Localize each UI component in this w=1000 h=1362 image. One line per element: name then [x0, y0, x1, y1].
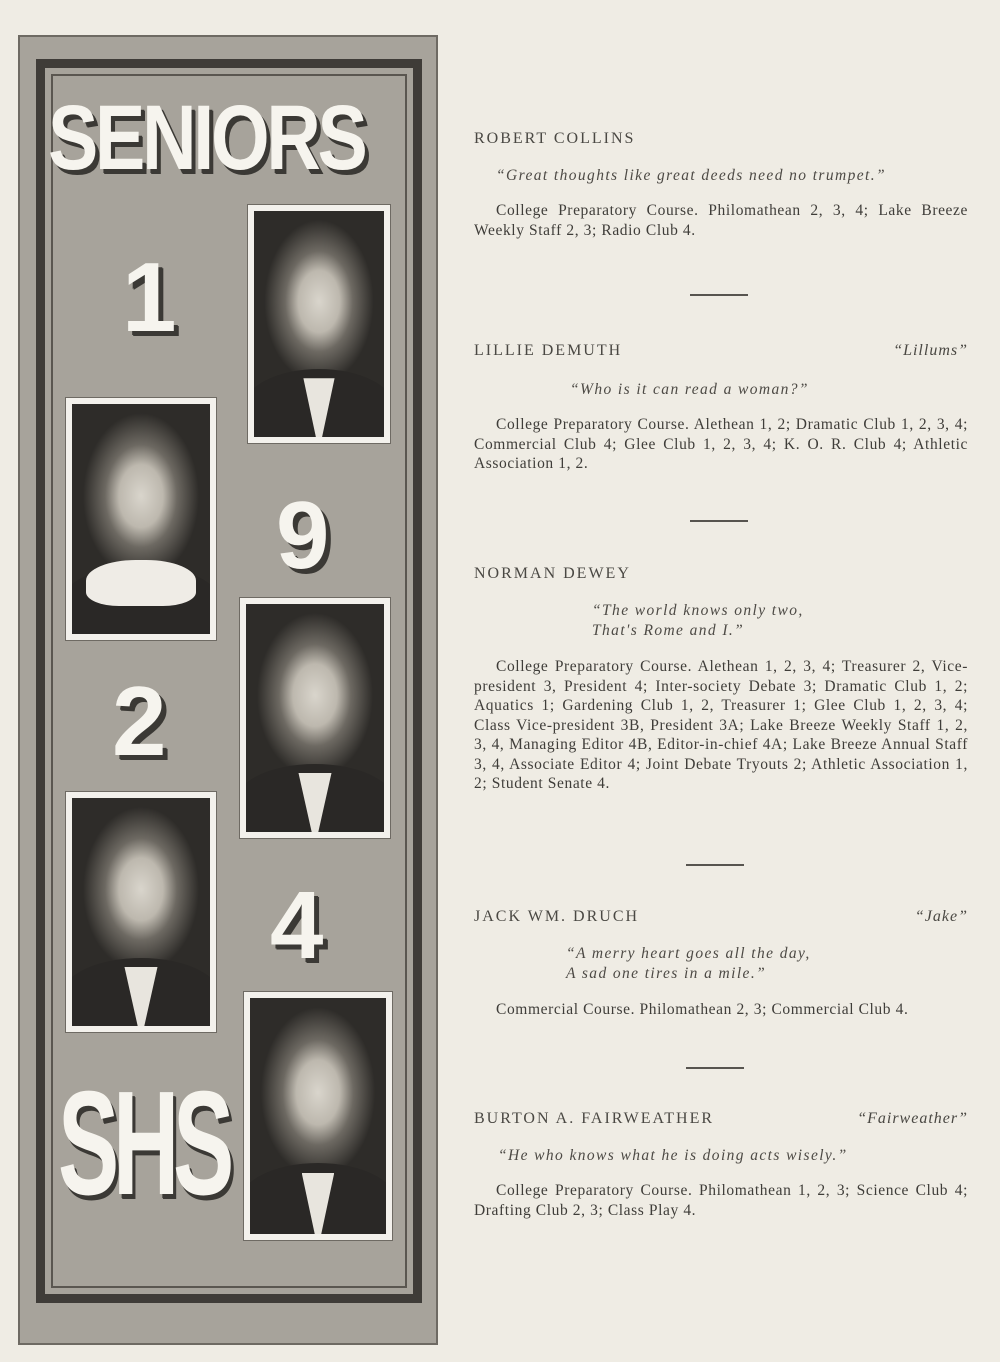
portrait-lillie-demuth	[66, 398, 216, 640]
seniors-heading: SENIORS	[48, 87, 365, 189]
senior-quote: “Who is it can read a woman?”	[570, 381, 809, 398]
senior-activities: College Preparatory Course. Philomathean 2, 3, 4; Lake Breeze Weekly Staff 2, 3; Radio Club 4.	[474, 202, 968, 239]
senior-quote: “A merry heart goes all the day, A sad one tires in a mile.”	[566, 945, 811, 982]
senior-nickname: “Fairweather”	[857, 1110, 968, 1127]
year-digit-3: 2	[112, 666, 167, 776]
senior-entry	[474, 908, 968, 1020]
portrait-norman-dewey	[240, 598, 390, 838]
senior-name: LILLIE DEMUTH	[474, 342, 623, 359]
senior-nickname: “Lillums”	[893, 342, 968, 359]
year-digit-1: 1	[122, 242, 177, 352]
school-initials: SHS	[58, 1061, 229, 1226]
senior-nickname: “Jake”	[914, 908, 968, 925]
section-divider	[686, 1067, 744, 1069]
senior-quote: “Great thoughts like great deeds need no trumpet.”	[496, 167, 887, 184]
year-digit-2: 9	[276, 482, 330, 589]
senior-name: BURTON A. FAIRWEATHER	[474, 1110, 715, 1127]
senior-activities: College Preparatory Course. Alethean 1, 2, 3, 4; Treasurer 2, Vice-president 3, President 4; Inter-society Debate 3; Dramatic Club 1, 2; Aquatics 1; Gardening Club 1, 2, Treasurer 1; Glee Club 1, 2, 3, 4; Class Vice-president 3B, President 3A; Lake Breeze Weekly Staff 1, 2, 3, 4, Managing Editor 4B, Editor-in-chief 4A; Lake Breeze Annual Staff 3, 4, Associate Editor 4; Joint Debate Tryouts 2; Athletic Association 1, 2; Student Senate 4.	[474, 658, 968, 792]
senior-activities: Commercial Course. Philomathean 2, 3; Commercial Club 4.	[496, 1001, 909, 1018]
senior-name: NORMAN DEWEY	[474, 565, 631, 582]
section-divider	[690, 520, 748, 522]
senior-entry	[474, 565, 968, 794]
senior-name: JACK WM. DRUCH	[474, 908, 640, 925]
senior-activities: College Preparatory Course. Alethean 1, 2; Dramatic Club 1, 2, 3, 4; Commercial Club 4; Glee Club 1, 2, 3, 4; K. O. R. Club 4; Athletic Association 1, 2.	[474, 416, 968, 472]
portrait-burton-fairweather	[244, 992, 392, 1240]
senior-quote: “He who knows what he is doing acts wisely.”	[498, 1147, 848, 1164]
senior-activities: College Preparatory Course. Philomathean 1, 2, 3; Science Club 4; Drafting Club 2, 3; Class Play 4.	[474, 1182, 968, 1219]
senior-entry	[474, 130, 968, 240]
senior-entry	[474, 342, 968, 474]
section-divider	[686, 864, 744, 866]
year-digit-4: 4	[270, 872, 324, 979]
section-divider	[690, 294, 748, 296]
senior-quote: “The world knows only two, That's Rome and I.”	[592, 602, 804, 639]
senior-name: ROBERT COLLINS	[474, 130, 636, 147]
senior-entry	[474, 1110, 968, 1220]
portrait-jack-druch	[66, 792, 216, 1032]
portrait-robert-collins	[248, 205, 390, 443]
